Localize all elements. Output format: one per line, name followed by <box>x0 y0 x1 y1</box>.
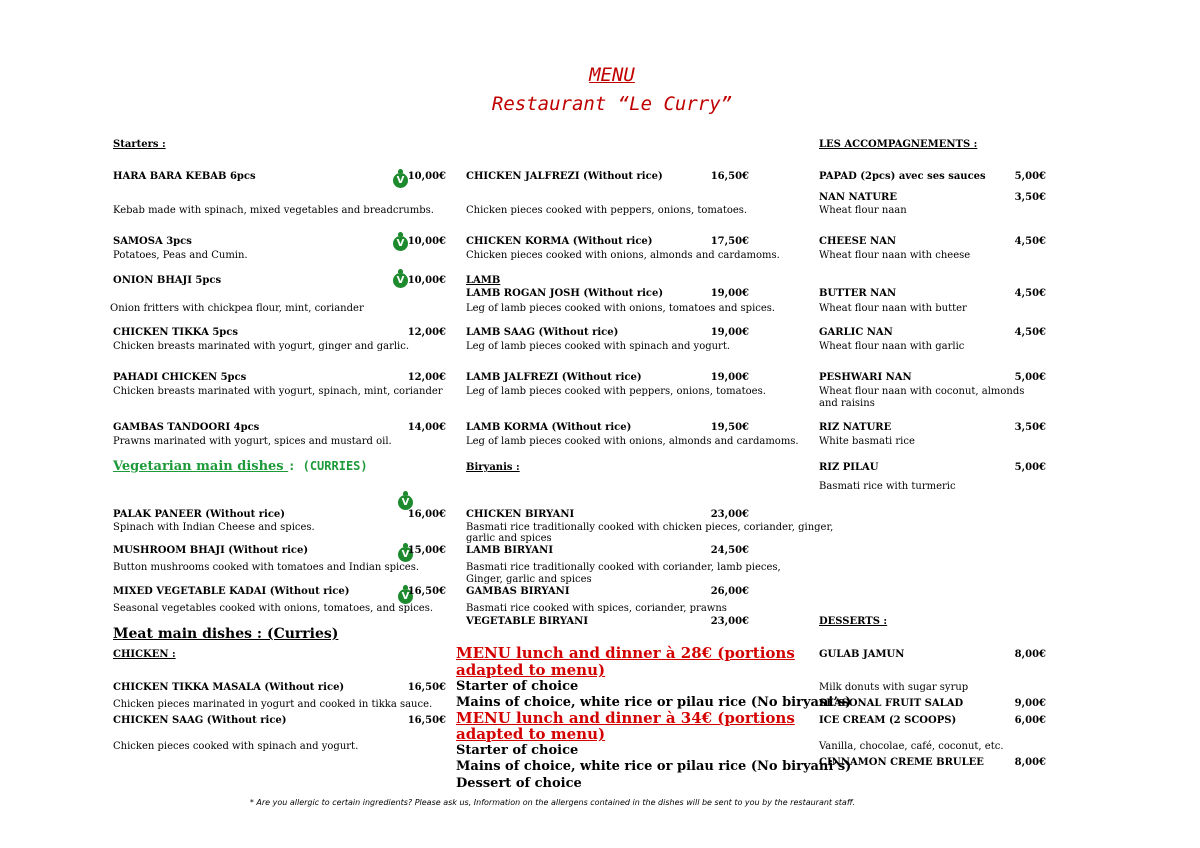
dish-price: 10,00€ <box>407 275 446 286</box>
dish-price: 8,00€ <box>1014 757 1046 768</box>
dish-price: 24,50€ <box>710 545 749 556</box>
dish-name: CHICKEN KORMA (Without rice) <box>466 236 653 247</box>
dish-name: CHEESE NAN <box>819 236 897 247</box>
dish-name: PESHWARI NAN <box>819 372 912 383</box>
dish-description: Leg of lamb pieces cooked with spinach and yogurt. <box>466 341 731 352</box>
dish-price: 23,00€ <box>710 509 749 520</box>
dish-price: 19,00€ <box>710 372 749 383</box>
dish-description: Button mushrooms cooked with tomatoes and Indian spices. <box>113 562 420 573</box>
dish-name: SAMOSA 3pcs <box>113 236 192 247</box>
dish-description: Kebab made with spinach, mixed vegetables and breadcrumbs. <box>113 205 434 216</box>
vegetarian-main-suffix: : (CURRIES) <box>288 459 368 473</box>
dish-description: Leg of lamb pieces cooked with onions, tomatoes and spices. <box>466 303 776 314</box>
dish-description: Wheat flour naan <box>819 205 907 216</box>
vegetarian-main-heading <box>113 459 368 474</box>
dish-price: 3,50€ <box>1014 422 1046 433</box>
accompaniments-heading: LES ACCOMPAGNEMENTS : <box>819 139 978 150</box>
dish-description: Leg of lamb pieces cooked with peppers, onions, tomatoes. <box>466 386 766 397</box>
dish-description: Chicken breasts marinated with yogurt, spinach, mint, coriander <box>113 386 443 397</box>
dish-price: 12,00€ <box>407 372 446 383</box>
dish-price: 12,00€ <box>407 327 446 338</box>
dish-description: Chicken pieces cooked with onions, almonds and cardamoms. <box>466 250 780 261</box>
dish-price: 4,50€ <box>1014 288 1046 299</box>
dish-price: 23,00€ <box>710 616 749 627</box>
dish-price: 15,00€ <box>407 545 446 556</box>
dish-description: Wheat flour naan with garlic <box>819 341 965 352</box>
dish-description: Wheat flour naan with cheese <box>819 250 971 261</box>
dish-price: 9,00€ <box>1014 698 1046 709</box>
dish-description: White basmati rice <box>819 436 915 447</box>
dish-name: CHICKEN TIKKA 5pcs <box>113 327 238 338</box>
set-menu-34-title-line2: adapted to menu) <box>456 725 606 743</box>
dish-name: RIZ NATURE <box>819 422 892 433</box>
dish-price: 16,50€ <box>407 715 446 726</box>
dish-description: Basmati rice with turmeric <box>819 481 956 492</box>
dish-description: Chicken breasts marinated with yogurt, ginger and garlic. <box>113 341 410 352</box>
dish-name: MIXED VEGETABLE KADAI (Without rice) <box>113 586 350 597</box>
dish-description: Milk donuts with sugar syrup <box>819 682 969 693</box>
dish-name: PAHADI CHICKEN 5pcs <box>113 372 247 383</box>
dish-description: and raisins <box>819 398 875 409</box>
set-menu-28-mains: Mains of choice, white rice or pilau rice (No biryani’s) <box>456 695 852 710</box>
dish-price: 4,50€ <box>1014 236 1046 247</box>
dish-price: 10,00€ <box>407 236 446 247</box>
dish-name: PAPAD (2pcs) avec ses sauces <box>819 171 986 182</box>
dish-name: GAMBAS TANDOORI 4pcs <box>113 422 260 433</box>
dish-price: 19,50€ <box>710 422 749 433</box>
dish-price: 3,50€ <box>1014 192 1046 203</box>
dish-description: Potatoes, Peas and Cumin. <box>113 250 248 261</box>
dish-description: Vanilla, chocolae, café, coconut, etc. <box>819 741 1004 752</box>
dish-name: ONION BHAJI 5pcs <box>113 275 222 286</box>
dish-description: Basmati rice cooked with spices, coriander, prawns <box>466 603 727 614</box>
dish-price: 16,50€ <box>407 682 446 693</box>
dish-name: GAMBAS BIRYANI <box>466 586 570 597</box>
menu-title: MENU <box>589 64 635 86</box>
chicken-heading: CHICKEN : <box>113 649 176 660</box>
dish-description: Wheat flour naan with butter <box>819 303 967 314</box>
dish-description: Chicken pieces marinated in yogurt and cooked in tikka sauce. <box>113 699 433 710</box>
dish-name: ICE CREAM (2 SCOOPS) <box>819 715 957 726</box>
dish-name: CINNAMON CREME BRULEE <box>819 757 984 768</box>
dish-name: LAMB SAAG (Without rice) <box>466 327 619 338</box>
dish-description: Ginger, garlic and spices <box>466 574 592 585</box>
starters-heading: Starters : <box>113 139 166 150</box>
vegetarian-icon: V <box>393 173 408 188</box>
dish-price: 26,00€ <box>710 586 749 597</box>
vegetarian-icon: V <box>393 273 408 288</box>
set-menu-28-title-line2: adapted to menu) <box>456 661 606 679</box>
set-menu-34-mains: Mains of choice, white rice or pilau rice (No biryani’s) <box>456 759 852 774</box>
dish-description: Basmati rice traditionally cooked with chicken pieces, coriander, ginger, <box>466 522 834 533</box>
vegetarian-icon: V <box>398 589 413 604</box>
dish-description: Prawns marinated with yogurt, spices and mustard oil. <box>113 436 392 447</box>
dish-description: garlic and spices <box>466 533 552 544</box>
dish-name: LAMB JALFREZI (Without rice) <box>466 372 642 383</box>
dish-name: HARA BARA KEBAB 6pcs <box>113 171 256 182</box>
dish-price: 19,00€ <box>710 288 749 299</box>
lamb-heading: LAMB <box>466 275 501 286</box>
dish-name: SEASONAL FRUIT SALAD <box>819 698 964 709</box>
dish-description: Wheat flour naan with coconut, almonds <box>819 386 1025 397</box>
meat-main-heading: Meat main dishes : (Curries) <box>113 626 339 642</box>
vegetarian-main-title: Vegetarian main dishes <box>113 459 289 474</box>
dish-name: LAMB BIRYANI <box>466 545 554 556</box>
dish-name: BUTTER NAN <box>819 288 897 299</box>
dish-price: 8,00€ <box>1014 649 1046 660</box>
dish-name: LAMB KORMA (Without rice) <box>466 422 632 433</box>
dish-description: Onion fritters with chickpea flour, mint, coriander <box>110 303 364 314</box>
dish-description: Chicken pieces cooked with peppers, onions, tomatoes. <box>466 205 748 216</box>
vegetarian-icon: V <box>398 495 413 510</box>
dish-price: 4,50€ <box>1014 327 1046 338</box>
dish-price: 14,00€ <box>407 422 446 433</box>
restaurant-name: Restaurant “Le Curry” <box>491 93 733 115</box>
dish-name: CHICKEN JALFREZI (Without rice) <box>466 171 663 182</box>
dish-description: Basmati rice traditionally cooked with coriander, lamb pieces, <box>466 562 781 573</box>
dish-name: MUSHROOM BHAJI (Without rice) <box>113 545 309 556</box>
dish-name: CHICKEN TIKKA MASALA (Without rice) <box>113 682 345 693</box>
dish-name: RIZ PILAU <box>819 462 879 473</box>
dish-description: Leg of lamb pieces cooked with onions, almonds and cardamoms. <box>466 436 799 447</box>
biryanis-heading: Biryanis : <box>466 462 520 473</box>
dish-name: GARLIC NAN <box>819 327 893 338</box>
dish-name: NAN NATURE <box>819 192 897 203</box>
dish-description: Spinach with Indian Cheese and spices. <box>113 522 315 533</box>
set-menu-34-starter: Starter of choice <box>456 743 579 758</box>
dish-name: CHICKEN BIRYANI <box>466 509 575 520</box>
dish-price: 17,50€ <box>710 236 749 247</box>
dish-name: LAMB ROGAN JOSH (Without rice) <box>466 288 664 299</box>
set-menu-28-title: MENU lunch and dinner à 28€ (portions <box>456 644 795 662</box>
dish-name: PALAK PANEER (Without rice) <box>113 509 286 520</box>
set-menu-34-title: MENU lunch and dinner à 34€ (portions <box>456 709 795 727</box>
dish-price: 5,00€ <box>1014 372 1046 383</box>
dish-price: 16,50€ <box>710 171 749 182</box>
vegetarian-icon: V <box>393 236 408 251</box>
vegetarian-icon: V <box>398 547 413 562</box>
dish-price: 5,00€ <box>1014 462 1046 473</box>
dish-price: 16,00€ <box>407 509 446 520</box>
dish-name: VEGETABLE BIRYANI <box>466 616 588 627</box>
dish-price: 16,50€ <box>407 586 446 597</box>
dish-price: 10,00€ <box>407 171 446 182</box>
dish-description: Chicken pieces cooked with spinach and yogurt. <box>113 741 359 752</box>
desserts-heading: DESSERTS : <box>819 616 888 627</box>
allergen-note: * Are you allergic to certain ingredients? Please ask us, Information on the allergens contained in the dishes will be sent to you by the restaurant staff. <box>249 798 856 807</box>
dish-description: Seasonal vegetables cooked with onions, tomatoes, and spices. <box>113 603 434 614</box>
dish-price: 5,00€ <box>1014 171 1046 182</box>
dish-price: 19,00€ <box>710 327 749 338</box>
dish-price: 6,00€ <box>1014 715 1046 726</box>
dish-name: CHICKEN SAAG (Without rice) <box>113 715 287 726</box>
set-menu-28-starter: Starter of choice <box>456 679 579 694</box>
set-menu-34-dessert: Dessert of choice <box>456 776 582 791</box>
dish-name: GULAB JAMUN <box>819 649 905 660</box>
